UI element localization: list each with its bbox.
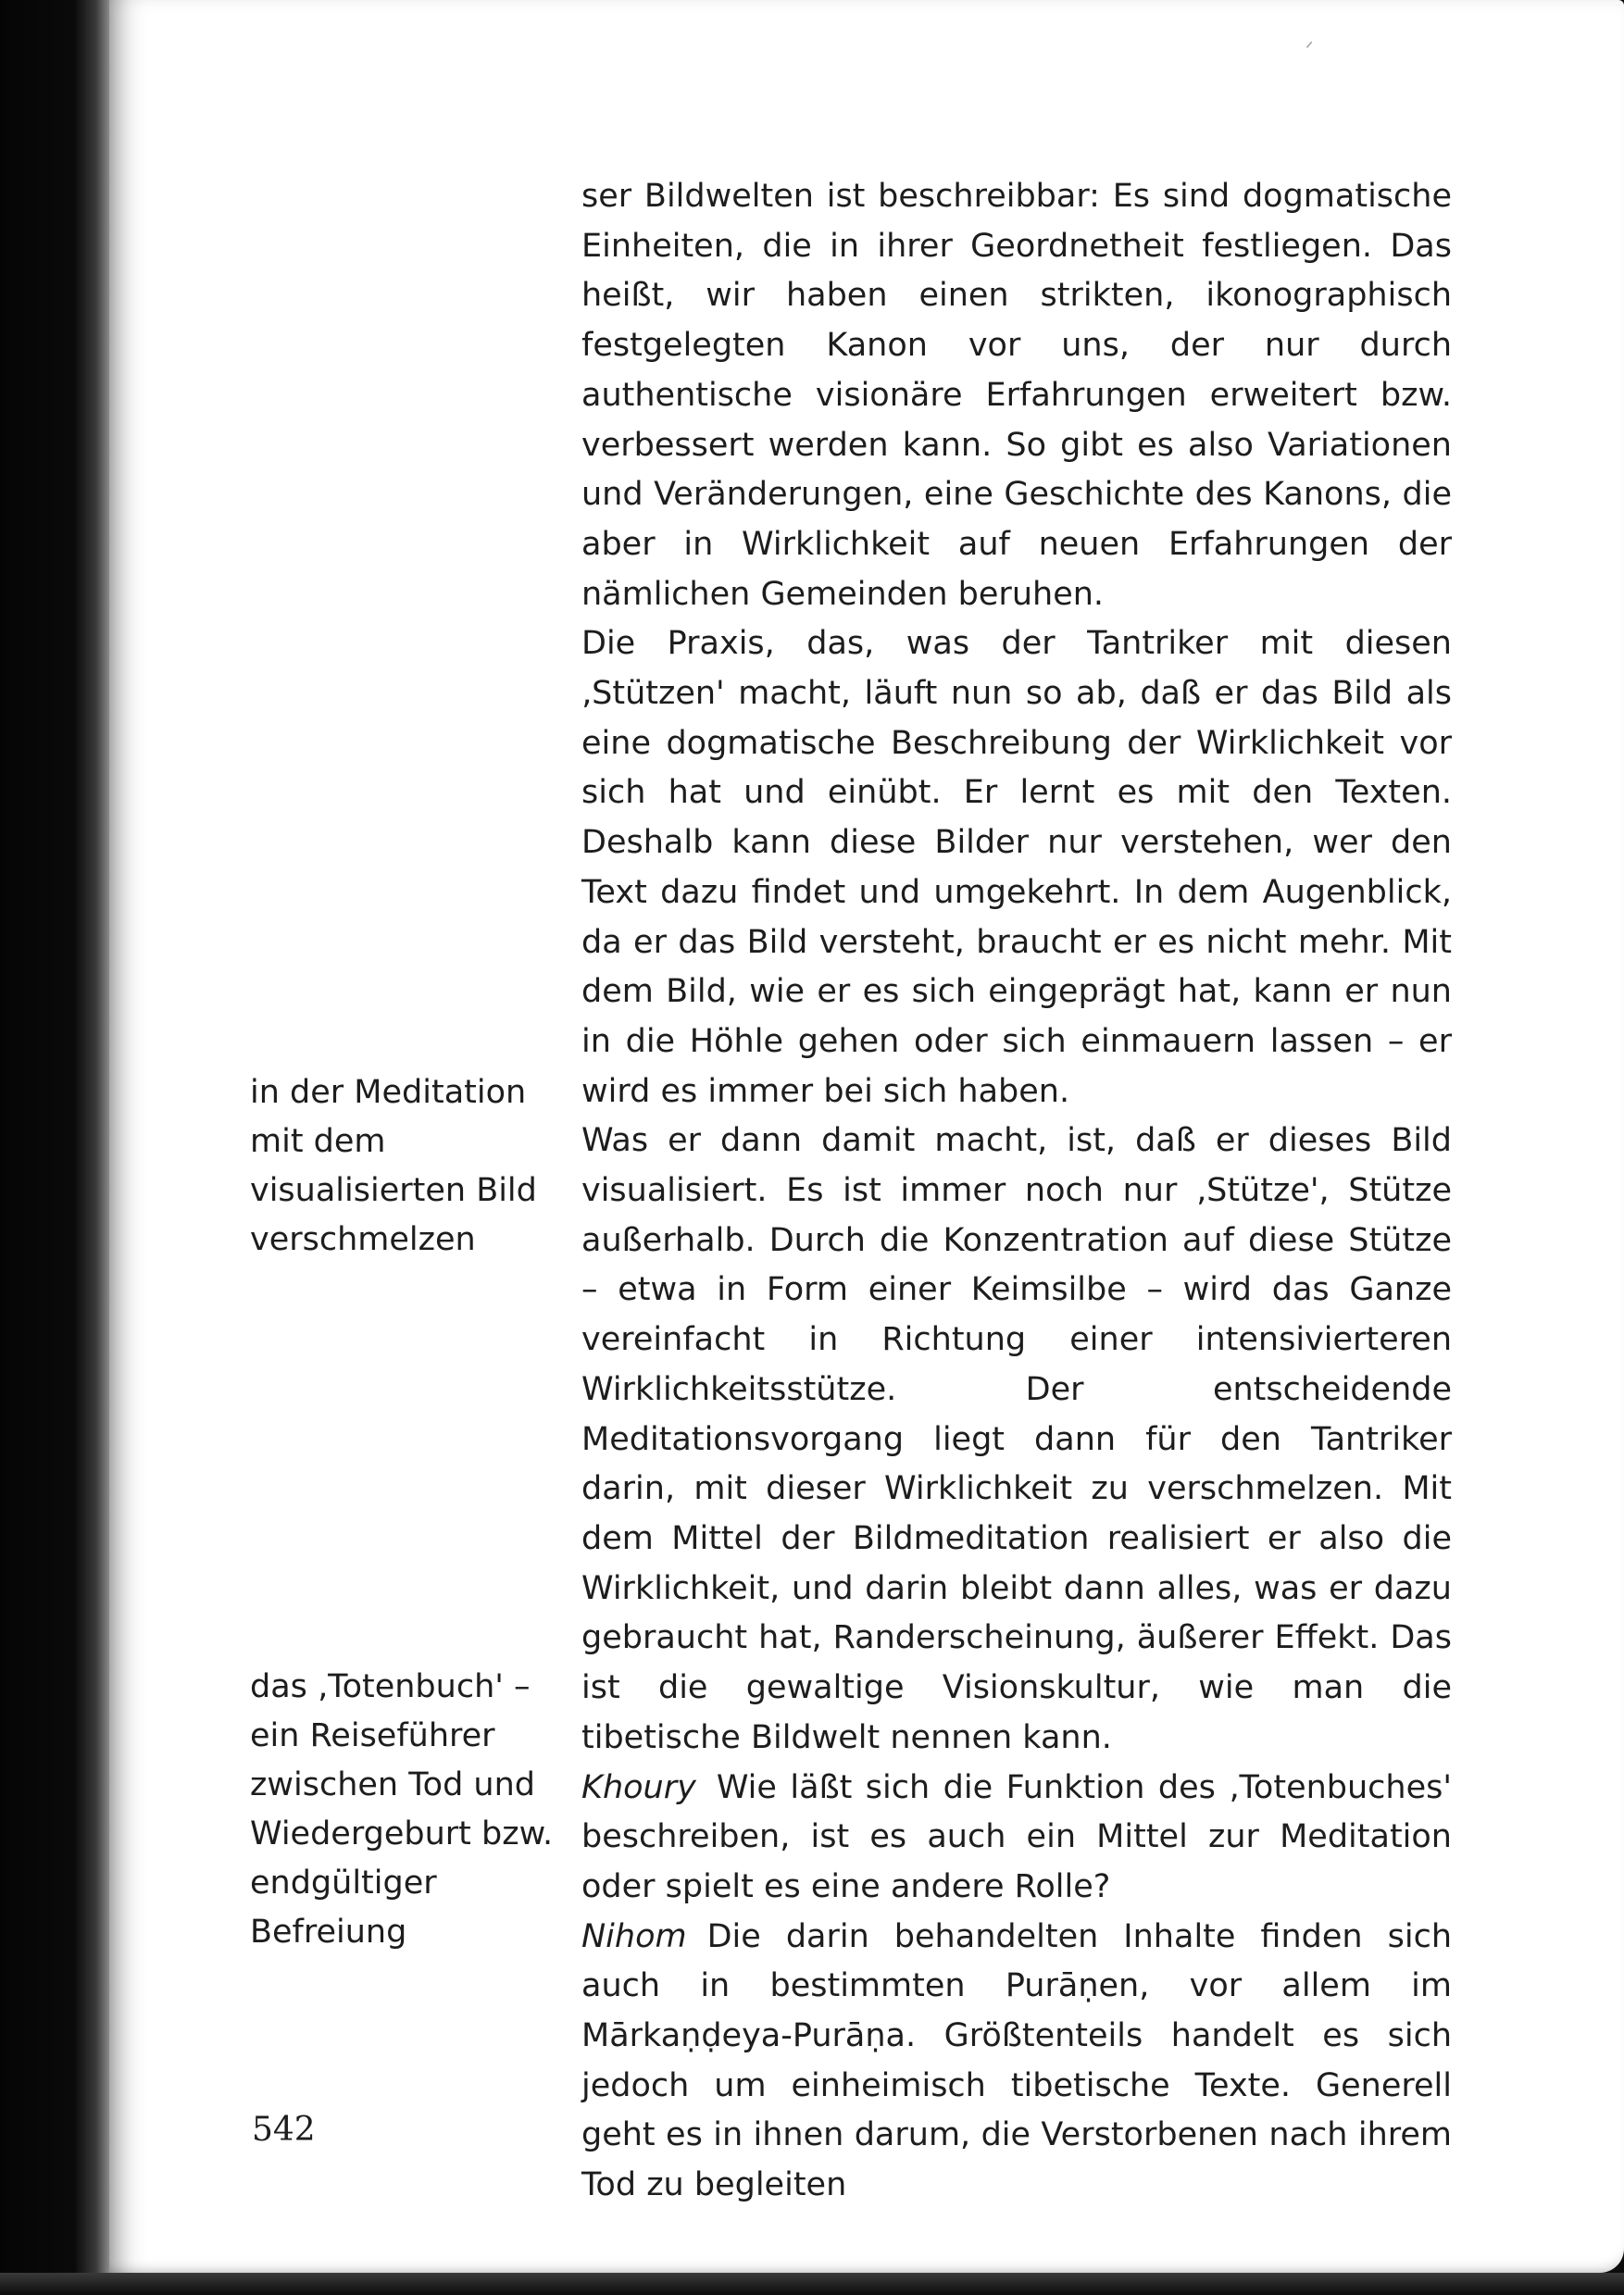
paragraph: Was er dann damit macht, ist, daß er dieses Bild visualisiert. Es ist immer noch nur ‚Stütze', Stütze außerhalb. Durch die Konzentration auf diese Stütze – etwa in Form einer Keimsilbe – wird das Ganze vereinfacht in Richtung einer intensivierteren Wirklichkeitsstütze. Der entscheidende Meditationsvorgang liegt dann für den Tantriker darin, mit dieser Wirklichkeit zu verschmelzen. Mit dem Mittel der Bildmeditation realisiert er also die Wirklichkeit, und darin bleibt dann alles, was er dazu gebraucht hat, Randerscheinung, äußerer Effekt. Das ist die gewaltige Visionskultur, wie man die tibetische Bildwelt nennen kann. (581, 1122, 1452, 1756)
book-spine-shadow (0, 0, 109, 2295)
paragraph: Die Praxis, das, was der Tantriker mit diesen ‚Stützen' macht, läuft nun so ab, daß er das Bild als eine dogmatische Beschreibung der Wirklichkeit vor sich hat und einübt. Er lernt es mit den Texten. Deshalb kann diese Bilder nur verstehen, wer den Text dazu findet und umgekehrt. In dem Augenblick, da er das Bild versteht, braucht er es nicht mehr. Mit dem Bild, wie er es sich eingeprägt hat, kann er nun in die Höhle gehen oder sich einmauern lassen – er wird es immer bei sich haben. (581, 625, 1452, 1110)
page-bottom-edge (0, 2273, 1624, 2295)
margin-note-meditation: in der Meditation mit dem visualisierten Bild verschmelzen (250, 1074, 537, 1258)
page-number: 542 (252, 2111, 316, 2149)
dialogue-text: Wie läßt sich die Funktion des ‚Totenbuches' beschreiben, ist es auch ein Mittel zur Meditation oder spielt es eine andere Rolle? (581, 1768, 1452, 1905)
dialogue-text: Die darin behandelten Inhalte finden sich auch in bestimmten Purāṇen, vor allem im Mārkaṇḍeya-Purāṇa. Größtenteils handelt es sich jedoch um einheimisch tibetische Texte. Generell geht es in ihnen darum, die Verstorbenen nach ihrem Tod zu begleiten (581, 1917, 1452, 2204)
speaker-name: Khoury (581, 1768, 696, 1806)
main-text-column (581, 172, 1452, 2211)
corner-mark: ᐟ (1305, 37, 1314, 59)
paragraph: ser Bildwelten ist beschreibbar: Es sind dogmatische Einheiten, die in ihrer Geordnetheit festliegen. Das heißt, wir haben einen strikten, ikonographisch festgelegten Kanon vor uns, der nur durch authentische visionäre Erfahrungen erweitert bzw. verbessert werden kann. So gibt es also Variationen und Veränderungen, eine Geschichte des Kanons, die aber in Wirklichkeit auf neuen Erfahrungen der nämlichen Gemeinden beruhen. (581, 178, 1452, 613)
margin-note-totenbuch: das ‚Totenbuch' – ein Reiseführer zwischen Tod und Wiedergeburt bzw. endgültiger Befreiung (250, 1668, 554, 1951)
dialogue-paragraph (581, 1764, 1452, 1913)
dialogue-paragraph (581, 1913, 1452, 2211)
speaker-name: Nihom (581, 1917, 687, 1955)
